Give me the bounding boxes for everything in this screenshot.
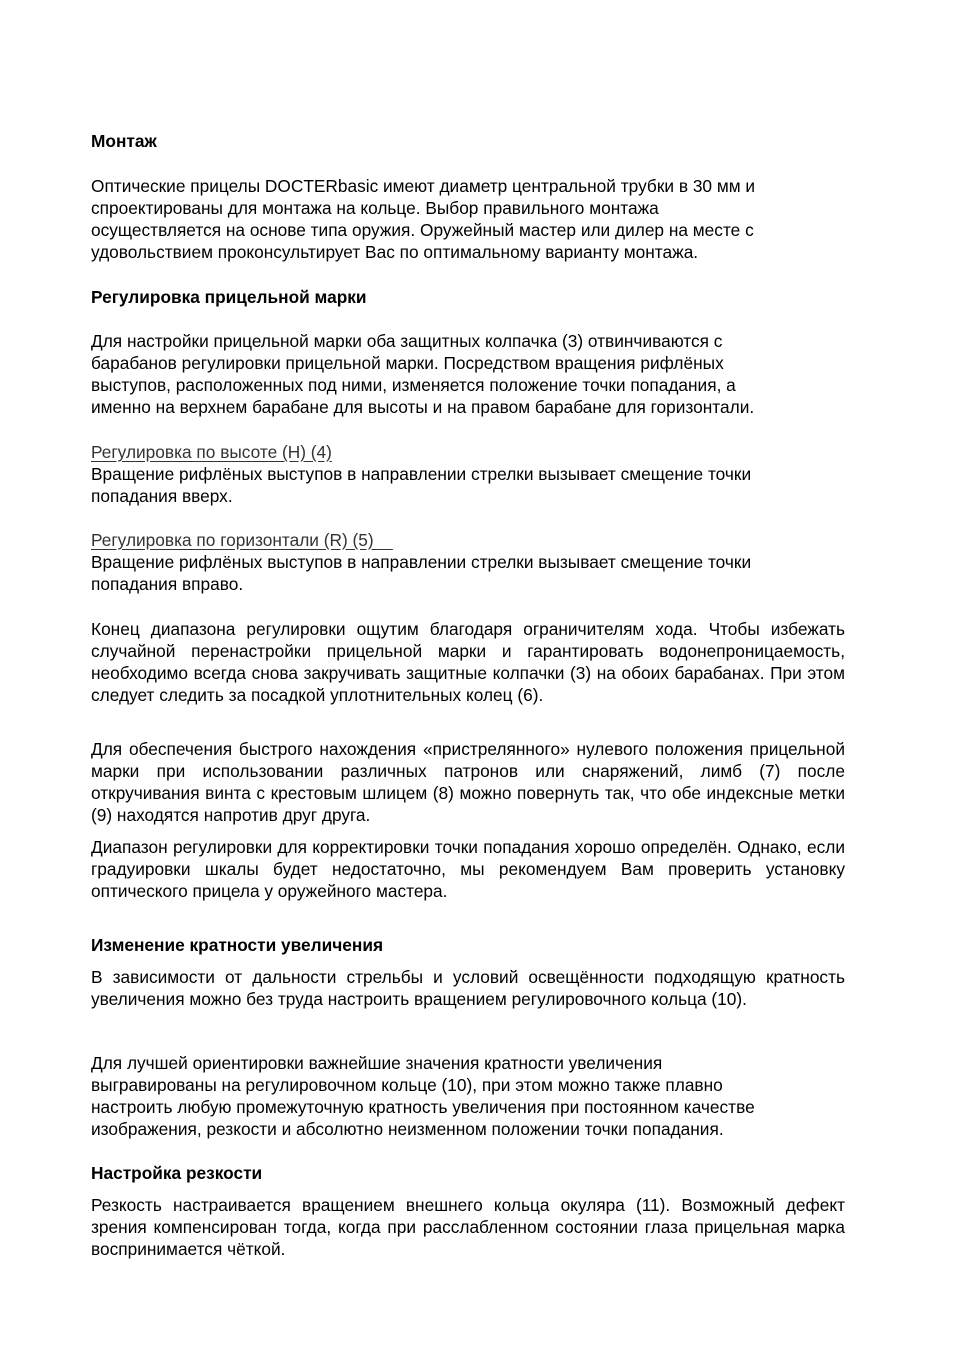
- text-line: спроектированы для монтажа на кольце. Выбор правильного монтажа: [91, 198, 659, 218]
- text-line: барабанов регулировки прицельной марки. Посредством вращения рифлёных: [91, 353, 724, 373]
- paragraph-mounting: [91, 175, 845, 263]
- text-line: удовольствием проконсультирует Вас по оптимальному варианту монтажа.: [91, 242, 699, 262]
- paragraph-magnification-2: [91, 1052, 845, 1140]
- text-line: Для лучшей ориентировки важнейшие значения кратности увеличения: [91, 1053, 663, 1073]
- text-line: Вращение рифлёных выступов в направлении стрелки вызывает смещение точки: [91, 552, 752, 572]
- text-line: настроить любую промежуточную кратность увеличения при постоянном качестве: [91, 1097, 755, 1117]
- heading-focus: Настройка резкости: [91, 1163, 263, 1183]
- text-line: именно на верхнем барабане для высоты и на правом барабане для горизонтали.: [91, 397, 755, 417]
- subsection-height: [91, 441, 845, 507]
- paragraph-focus: Резкость настраивается вращением внешнего кольца окуляра (11). Возможный дефект зрения компенсирован тогда, когда при расслабленном состоянии глаза прицельная марка воспринимается чёткой.: [91, 1195, 845, 1259]
- heading-reticle: Регулировка прицельной марки: [91, 287, 367, 307]
- paragraph-reticle: [91, 330, 845, 418]
- paragraph-zero-position: Для обеспечения быстрого нахождения «пристрелянного» нулевого положения прицельной марки при использовании различных патронов или снаряжений, лимб (7) после откручивания винта с крестовым шлицем (8) можно повернуть так, что обе индексные метки (9) находятся напротив друг друга.: [91, 739, 845, 825]
- paragraph-adjustment-end: Конец диапазона регулировки ощутим благодаря ограничителям хода. Чтобы избежать случайной перенастройки прицельной марки и гарантировать водонепроницаемость, необходимо всегда снова закручивать защитные колпачки (3) на обоих барабанах. При этом следует следить за посадкой уплотнительных колец (6).: [91, 619, 845, 705]
- paragraph-magnification-1: В зависимости от дальности стрельбы и условий освещённости подходящую кратность увеличения можно без труда настроить вращением регулировочного кольца (10).: [91, 967, 845, 1009]
- text-line: осуществляется на основе типа оружия. Оружейный мастер или дилер на месте с: [91, 220, 754, 240]
- heading-magnification: Изменение кратности увеличения: [91, 935, 384, 955]
- subheading-height: Регулировка по высоте (Н) (4): [91, 442, 332, 462]
- text-line: Оптические прицелы DOCTERbasic имеют диаметр центральной трубки в 30 мм и: [91, 176, 756, 196]
- subheading-horizontal: Регулировка по горизонтали (R) (5): [91, 530, 393, 550]
- paragraph-adjustment-range: Диапазон регулировки для корректировки точки попадания хорошо определён. Однако, если градуировки шкалы будет недостаточно, мы рекомендуем Вам проверить установку оптического прицела у оружейного мастера.: [91, 837, 845, 901]
- text-line: попадания вверх.: [91, 486, 233, 506]
- text-line: изображения, резкости и абсолютно неизменном положении точки попадания.: [91, 1119, 724, 1139]
- heading-mounting: Монтаж: [91, 131, 157, 151]
- text-line: Вращение рифлёных выступов в направлении стрелки вызывает смещение точки: [91, 464, 752, 484]
- subsection-horizontal: [91, 529, 845, 595]
- text-line: выступов, расположенных под ними, изменяется положение точки попадания, а: [91, 375, 736, 395]
- text-line: Для настройки прицельной марки оба защитных колпачка (3) отвинчиваются с: [91, 331, 723, 351]
- text-line: выгравированы на регулировочном кольце (10), при этом можно также плавно: [91, 1075, 723, 1095]
- text-line: попадания вправо.: [91, 574, 244, 594]
